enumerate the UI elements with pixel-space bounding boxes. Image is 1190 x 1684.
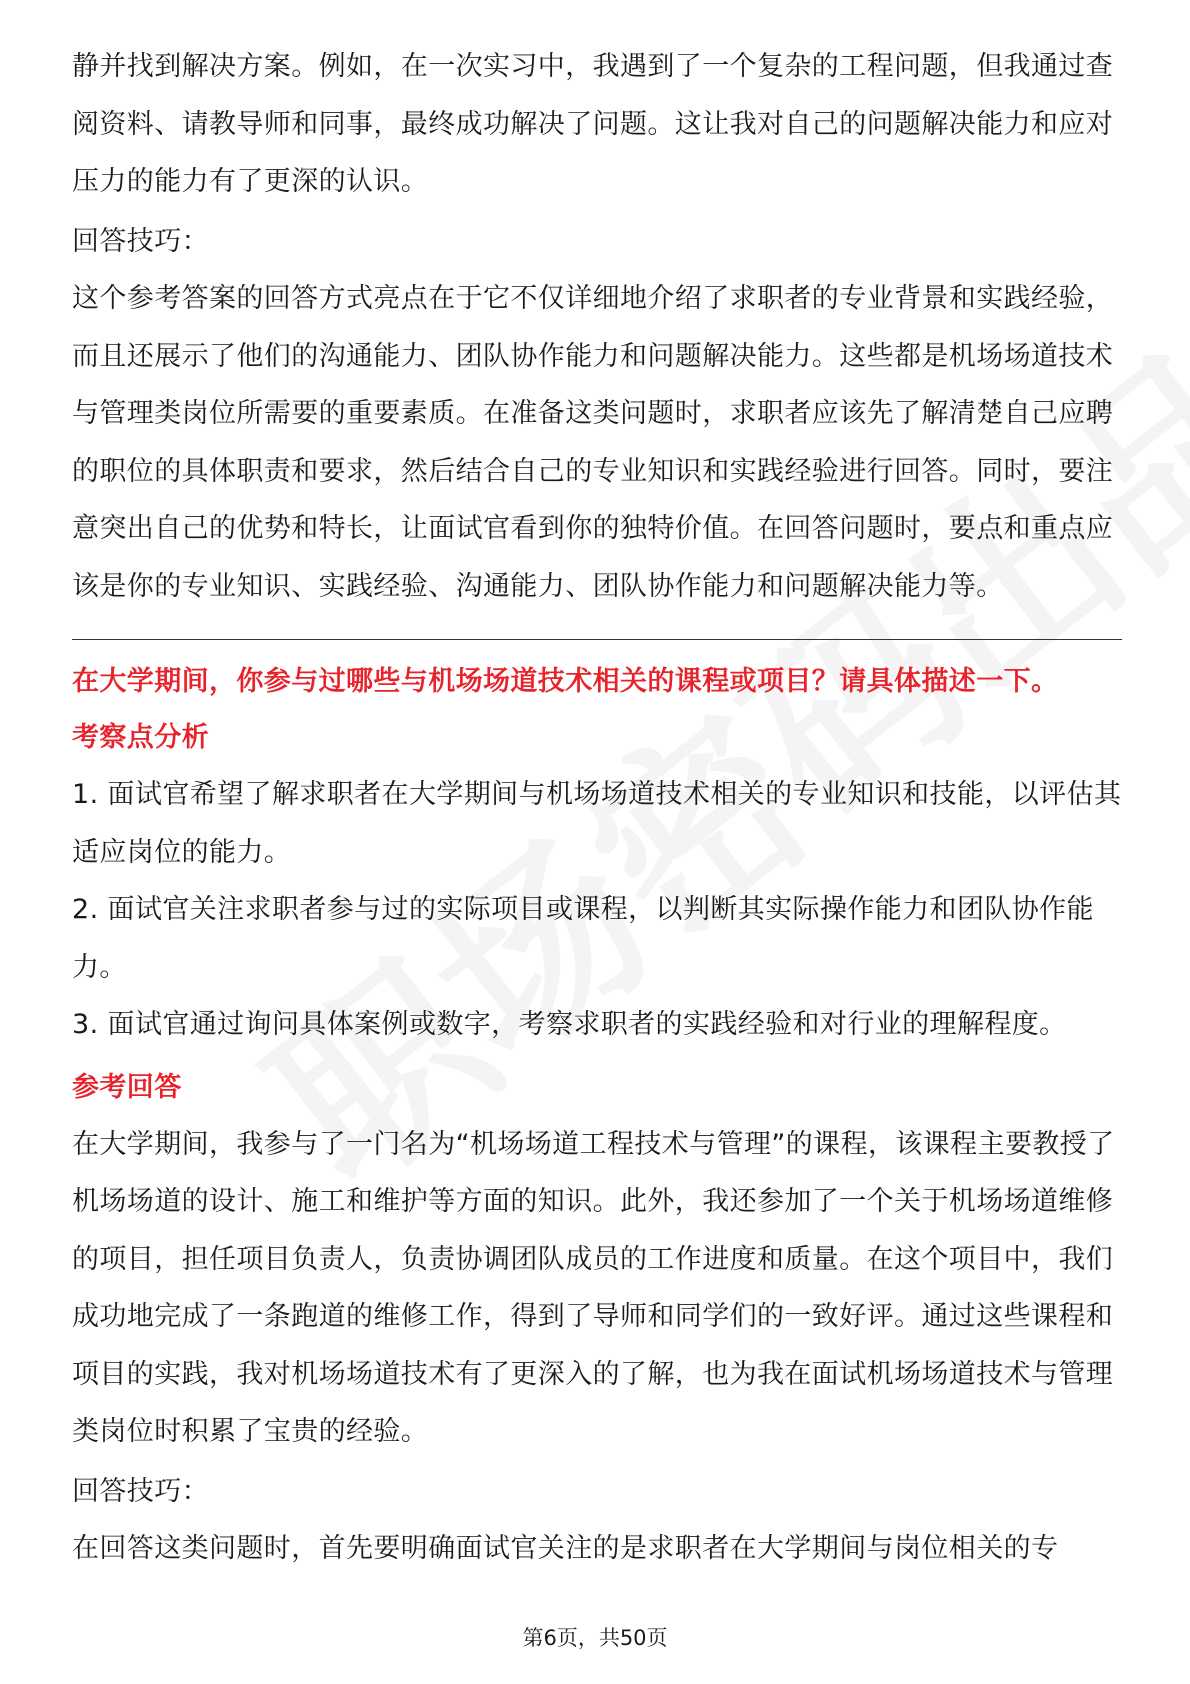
analysis-point: 3. 面试官通过询问具体案例或数字，考察求职者的实践经验和对行业的理解程度。 [72,1009,1067,1040]
answer-heading: 参考回答 [72,1071,182,1103]
analysis-heading: 考察点分析 [72,722,209,753]
page-number: 第6页，共50页 [522,1626,668,1650]
answer-paragraph: 在大学期间，我参与了一门名为“机场场道工程技术与管理”的课程，该课程主要教授了机场场道的设计、施工和维护等方面的知识。此外，我还参加了一个关于机场场道维修的项目，担任项目负责人，负责协调团队成员的工作进度和质量。在这个项目中，我们成功地完成了一条跑道的维修工作，得到了导师和同学们的一致好评。通过这些课程和项目的实践，我对机场场道技术有了更深入的了解，也为我在面试机场场道技术与管理类岗位时积累了宝贵的经验。 [72,1128,1115,1447]
question-title: 在大学期间，你参与过哪些与机场场道技术相关的课程或项目？请具体描述一下。 [72,666,1059,697]
page-content [72,38,1122,1578]
tips-label: 回答技巧： [72,225,209,257]
analysis-point: 1. 面试官希望了解求职者在大学期间与机场场道技术相关的专业知识和技能，以评估其适应岗位的能力。 [72,779,1122,868]
intro-paragraph: 静并找到解决方案。例如，在一次实习中，我遇到了一个复杂的工程问题，但我通过查阅资料、请教导师和同事，最终成功解决了问题。这让我对自己的问题解决能力和应对压力的能力有了更深的认识。 [72,51,1114,197]
tips-label: 回答技巧： [72,1475,209,1507]
analysis-point: 2. 面试官关注求职者参与过的实际项目或课程，以判断其实际操作能力和团队协作能力。 [72,894,1094,983]
tips-paragraph: 在回答这类问题时，首先要明确面试官关注的是求职者在大学期间与岗位相关的专 [72,1533,1059,1564]
section-divider [72,639,1122,640]
tips-paragraph: 这个参考答案的回答方式亮点在于它不仅详细地介绍了求职者的专业背景和实践经验，而且还展示了他们的沟通能力、团队协作能力和问题解决能力。这些都是机场场道技术与管理类岗位所需要的重要素质。在准备这类问题时，求职者应该先了解清楚自己应聘的职位的具体职责和要求，然后结合自己的专业知识和实践经验进行回答。同时，要注意突出自己的优势和特长，让面试官看到你的独特价值。在回答问题时，要点和重点应该是你的专业知识、实践经验、沟通能力、团队协作能力和问题解决能力等。 [72,283,1114,602]
analysis-list [72,766,1122,1054]
